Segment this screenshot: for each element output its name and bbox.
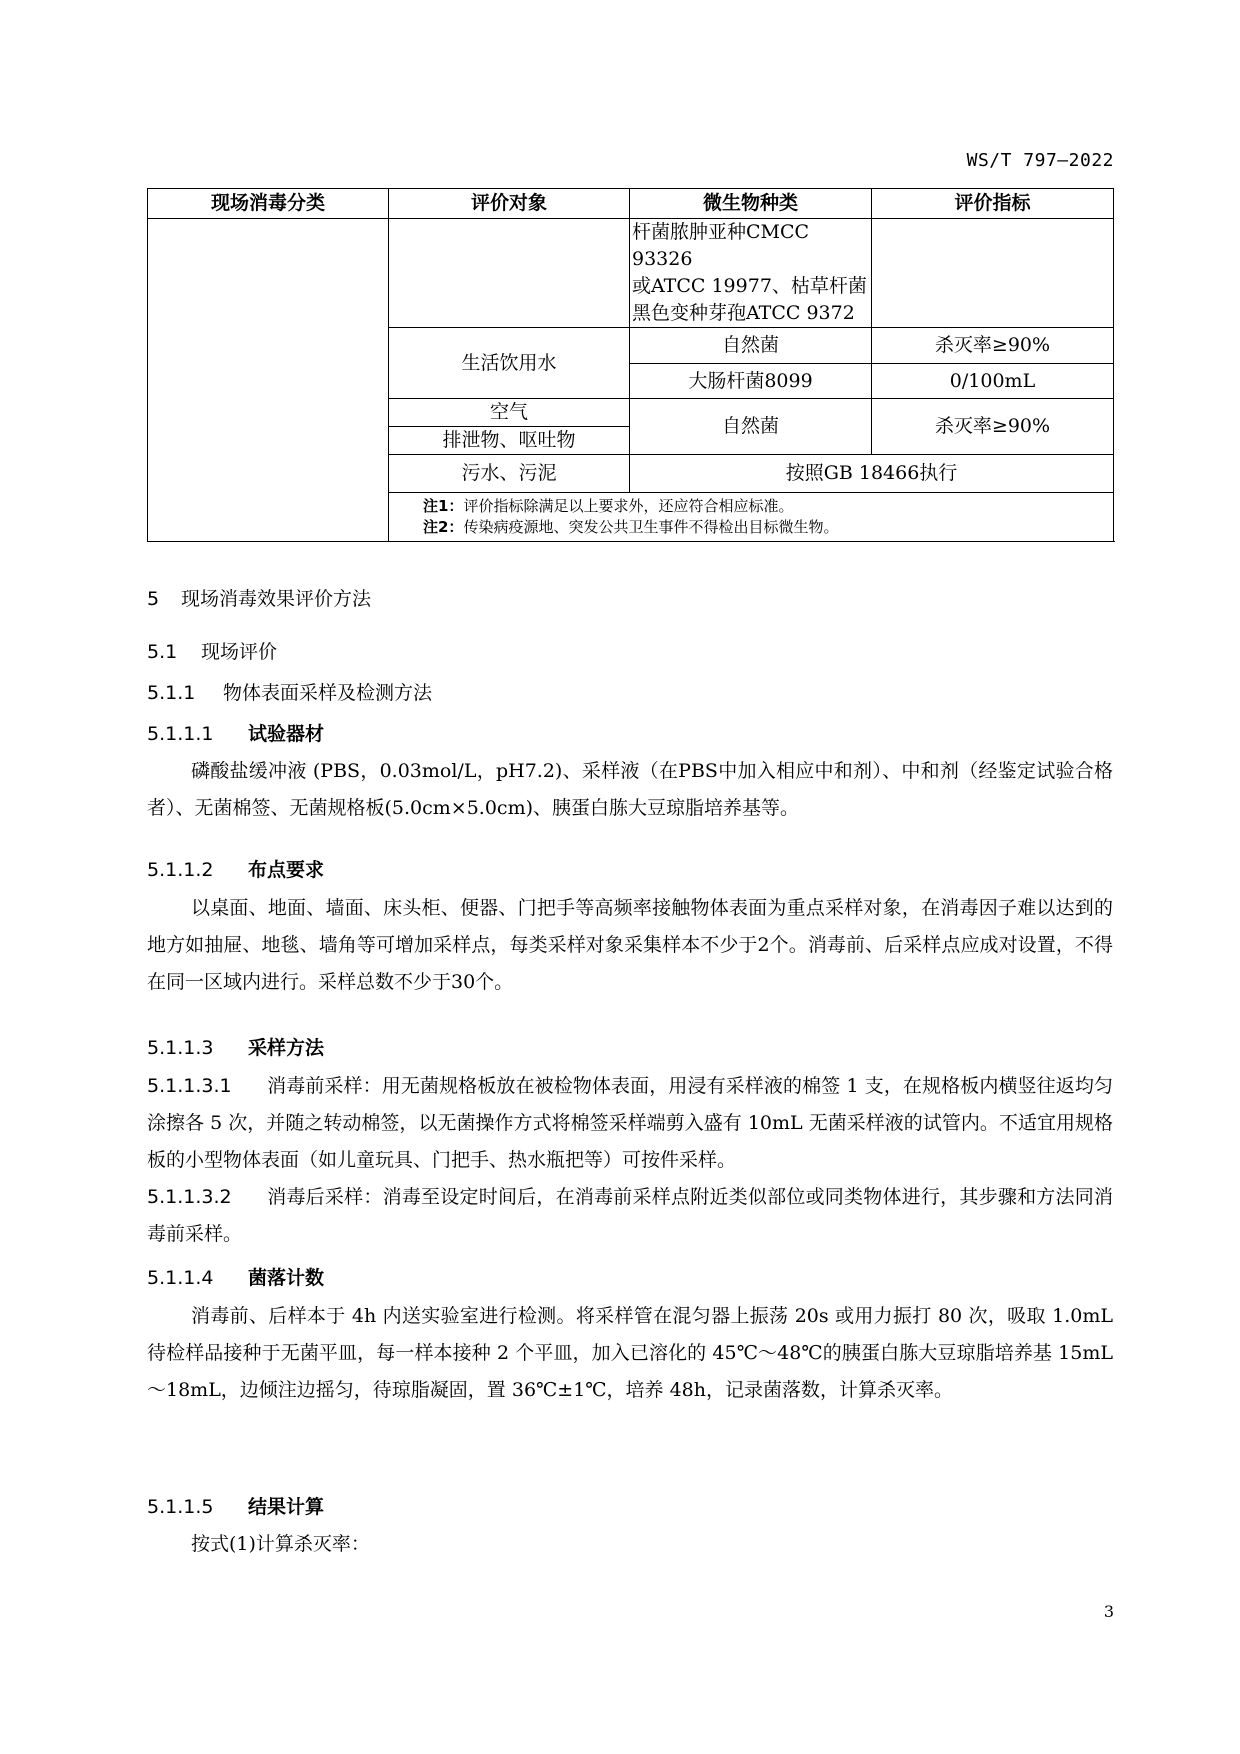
object-cell	[389, 219, 630, 328]
microbe-cell	[630, 219, 872, 328]
microbe-cell: 大肠杆菌8099	[630, 364, 872, 399]
microbe-line: 或ATCC 19977、枯草杆菌	[632, 275, 867, 297]
index-cell: 杀灭率≥90%	[872, 328, 1114, 364]
microbe-cell: 自然菌	[630, 399, 872, 455]
section-5-1-1-3-heading: 5.1.1.3 采样方法	[147, 1037, 325, 1059]
paragraph-result-calc: 按式(1)计算杀灭率：	[191, 1533, 370, 1555]
clause-number: 5.1.1.3.2	[147, 1186, 232, 1208]
page-number: 3	[1103, 1602, 1114, 1621]
note-2: 注2：传染病疫源地、突发公共卫生事件不得检出目标微生物。	[423, 518, 839, 536]
section-5-1-1-4-heading: 5.1.1.4 菌落计数	[147, 1267, 325, 1289]
index-cell: 杀灭率≥90%	[872, 399, 1114, 455]
paragraph-pre-sampling	[147, 1068, 1113, 1179]
clause-text: 消毒后采样：消毒至设定时间后，在消毒前采样点附近类似部位或同类物体进行，其步骤和方法同消毒前采样。	[147, 1186, 1113, 1245]
section-5-1-1-2-heading: 5.1.1.2 布点要求	[147, 859, 325, 881]
object-cell: 污水、污泥	[389, 455, 630, 493]
header-object: 评价对象	[389, 189, 630, 219]
microbe-line: 黑色变种芽孢ATCC 9372	[632, 302, 855, 324]
section-5-1-heading: 5.1 现场评价	[147, 641, 278, 663]
object-cell: 空气	[389, 399, 630, 427]
clause-number: 5.1.1.3.1	[147, 1075, 232, 1097]
index-cell: 0/100mL	[872, 364, 1114, 399]
notes-cell	[389, 493, 1114, 542]
section-5-heading: 5 现场消毒效果评价方法	[147, 588, 372, 610]
header-microbe: 微生物种类	[630, 189, 872, 219]
microbe-cell: 自然菌	[630, 328, 872, 364]
clause-text: 消毒前采样：用无菌规格板放在被检物体表面，用浸有采样液的棉签 1 支，在规格板内横竖往返均匀涂擦各 5 次，并随之转动棉签，以无菌操作方式将棉签采样端剪入盛有 10mL 无菌采样液的试管内。不适宜用规格板的小型物体表面（如儿童玩具、门把手、热水瓶把等）可按件采样。	[147, 1075, 1113, 1171]
header-category: 现场消毒分类	[148, 189, 389, 219]
evaluation-table	[147, 188, 1114, 542]
paragraph-equipment: 磷酸盐缓冲液 (PBS，0.03mol/L，pH7.2)、采样液（在PBS中加入相应中和剂）、中和剂（经鉴定试验合格者）、无菌棉签、无菌规格板(5.0cm×5.0cm)、胰蛋白胨大豆琼脂培养基等。	[147, 760, 1113, 819]
rule-cell: 按照GB 18466执行	[630, 455, 1114, 493]
table-header-row	[148, 189, 1114, 219]
index-cell	[872, 219, 1114, 328]
note-1: 注1：评价指标除满足以上要求外，还应符合相应标准。	[423, 497, 794, 515]
paragraph-post-sampling	[147, 1179, 1113, 1253]
object-cell: 生活饮用水	[389, 328, 630, 399]
paragraph-sampling-points: 以桌面、地面、墙面、床头柜、便器、门把手等高频率接触物体表面为重点采样对象，在消毒因子难以达到的地方如抽屉、地毯、墙角等可增加采样点，每类采样对象采集样本不少于2个。消毒前、后采样点应成对设置，不得在同一区域内进行。采样总数不少于30个。	[147, 897, 1113, 993]
microbe-line: 杆菌脓肿亚种CMCC 93326	[632, 221, 810, 270]
section-5-1-1-5-heading: 5.1.1.5 结果计算	[147, 1496, 325, 1518]
standard-id: WS/T 797—2022	[966, 150, 1114, 171]
object-cell: 排泄物、呕吐物	[389, 427, 630, 455]
table-row	[148, 219, 1114, 328]
section-5-1-1-heading: 5.1.1 物体表面采样及检测方法	[147, 682, 433, 704]
section-5-1-1-1-heading: 5.1.1.1 试验器材	[147, 723, 325, 745]
category-cell	[148, 219, 389, 542]
paragraph-colony-count: 消毒前、后样本于 4h 内送实验室进行检测。将采样管在混匀器上振荡 20s 或用力振打 80 次，吸取 1.0mL 待检样品接种于无菌平皿，每一样本接种 2 个平皿，加入已溶化的 45℃～48℃的胰蛋白胨大豆琼脂培养基 15mL～18mL，边倾注边摇匀，待琼脂凝固，置 36℃±1℃，培养 48h，记录菌落数，计算杀灭率。	[147, 1305, 1113, 1401]
header-index: 评价指标	[872, 189, 1114, 219]
